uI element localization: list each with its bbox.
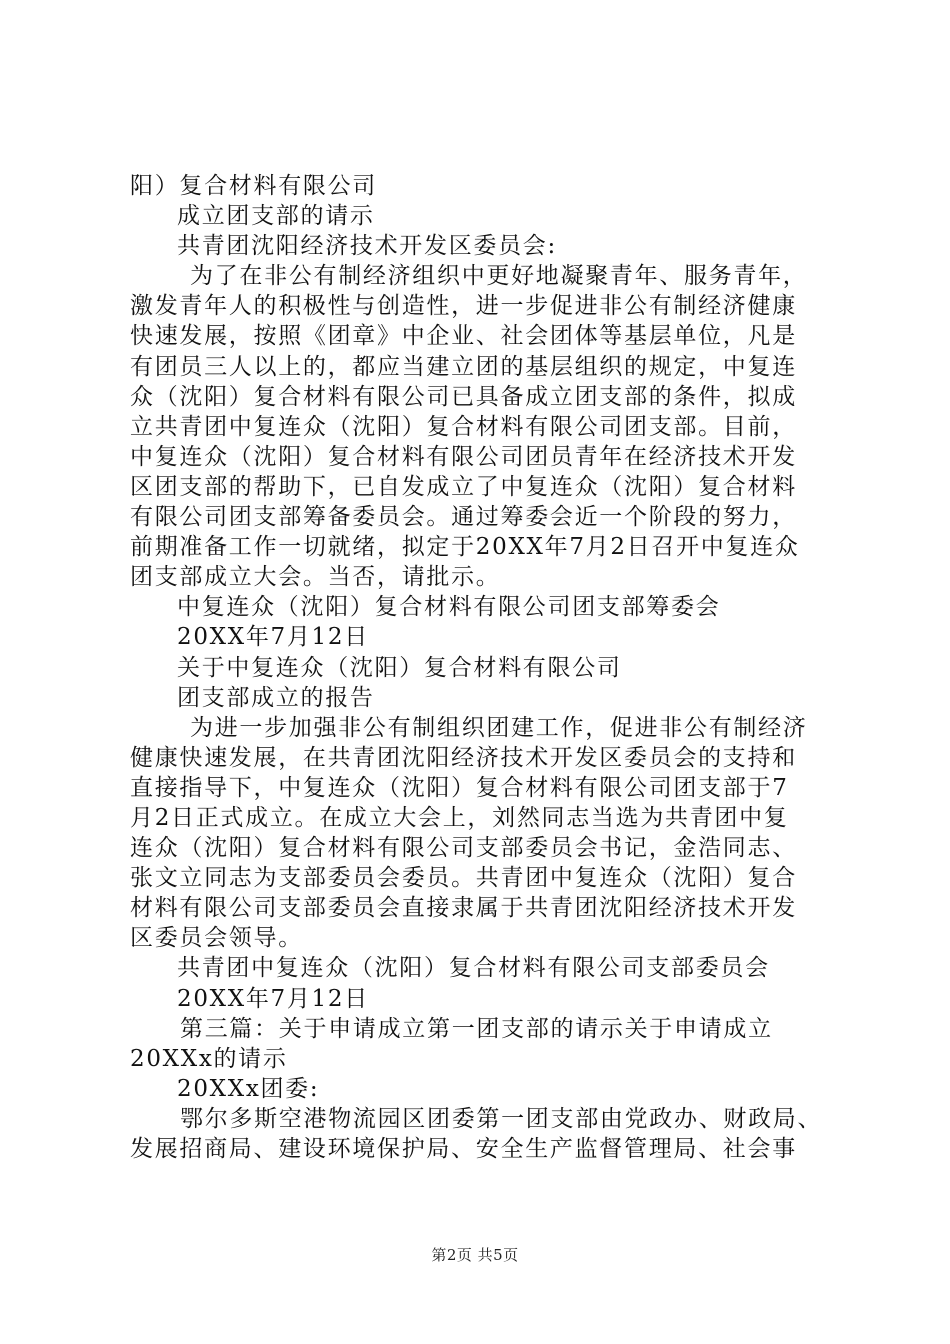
text-line: 快速发展，按照《团章》中企业、社会团体等基层单位，凡是: [130, 323, 797, 350]
text-line: 众（沈阳）复合材料有限公司已具备成立团支部的条件，拟成: [130, 383, 797, 410]
text-line: 共青团中复连众（沈阳）复合材料有限公司支部委员会: [177, 955, 770, 982]
text-line: 20XXx的请示: [130, 1045, 288, 1072]
text-line: 20XXx团委:: [177, 1075, 320, 1102]
text-line: 有限公司团支部筹备委员会。通过筹委会近一个阶段的努力，: [130, 504, 797, 531]
text-line: 阳）复合材料有限公司: [130, 173, 377, 199]
text-line: 健康快速发展，在共青团沈阳经济技术开发区委员会的支持和: [130, 744, 797, 771]
text-line: 团支部成立大会。当否，请批示。: [130, 564, 501, 591]
text-line: 张文立同志为支部委员会委员。共青团中复连众（沈阳）复合: [130, 865, 797, 892]
text-line: 立共青团中复连众（沈阳）复合材料有限公司团支部。目前，: [130, 413, 797, 440]
text-line: 区团支部的帮助下，已自发成立了中复连众（沈阳）复合材料: [130, 473, 797, 500]
text-line: 团支部成立的报告: [177, 684, 375, 711]
text-line: 第三篇：关于申请成立第一团支部的请示关于申请成立: [180, 1015, 773, 1042]
text-line: 为了在非公有制经济组织中更好地凝聚青年、服务青年，: [190, 263, 808, 290]
text-line: 连众（沈阳）复合材料有限公司支部委员会书记，金浩同志、: [130, 835, 797, 862]
document-body: [130, 171, 830, 1164]
page-footer: 第2页 共5页: [431, 1246, 519, 1264]
text-line: 20XX年7月12日: [177, 624, 369, 651]
text-line: 关于中复连众（沈阳）复合材料有限公司: [177, 654, 622, 681]
text-line: 为进一步加强非公有制组织团建工作，促进非公有制经济: [190, 714, 808, 741]
text-line: 有团员三人以上的，都应当建立团的基层组织的规定，中复连: [130, 353, 797, 380]
text-line: 激发青年人的积极性与创造性，进一步促进非公有制经济健康: [130, 293, 797, 320]
text-line: 直接指导下，中复连众（沈阳）复合材料有限公司团支部于7: [130, 774, 789, 801]
text-line: 前期准备工作一切就绪，拟定于20XX年7月2日召开中复连众: [130, 534, 800, 561]
text-line: 发展招商局、建设环境保护局、安全生产监督管理局、社会事: [130, 1136, 797, 1162]
text-line: 中复连众（沈阳）复合材料有限公司团支部筹委会: [177, 594, 721, 621]
text-line: 成立团支部的请示: [177, 203, 375, 230]
text-line: 20XX年7月12日: [177, 985, 369, 1012]
text-line: 中复连众（沈阳）复合材料有限公司团员青年在经济技术开发: [130, 443, 797, 470]
text-line: 材料有限公司支部委员会直接隶属于共青团沈阳经济技术开发: [130, 895, 797, 922]
text-line: 区委员会领导。: [130, 925, 303, 952]
text-line: 鄂尔多斯空港物流园区团委第一团支部由党政办、财政局、: [180, 1105, 823, 1132]
text-line: 月2日正式成立。在成立大会上，刘然同志当选为共青团中复: [130, 804, 789, 831]
text-line: 共青团沈阳经济技术开发区委员会:: [177, 233, 557, 260]
